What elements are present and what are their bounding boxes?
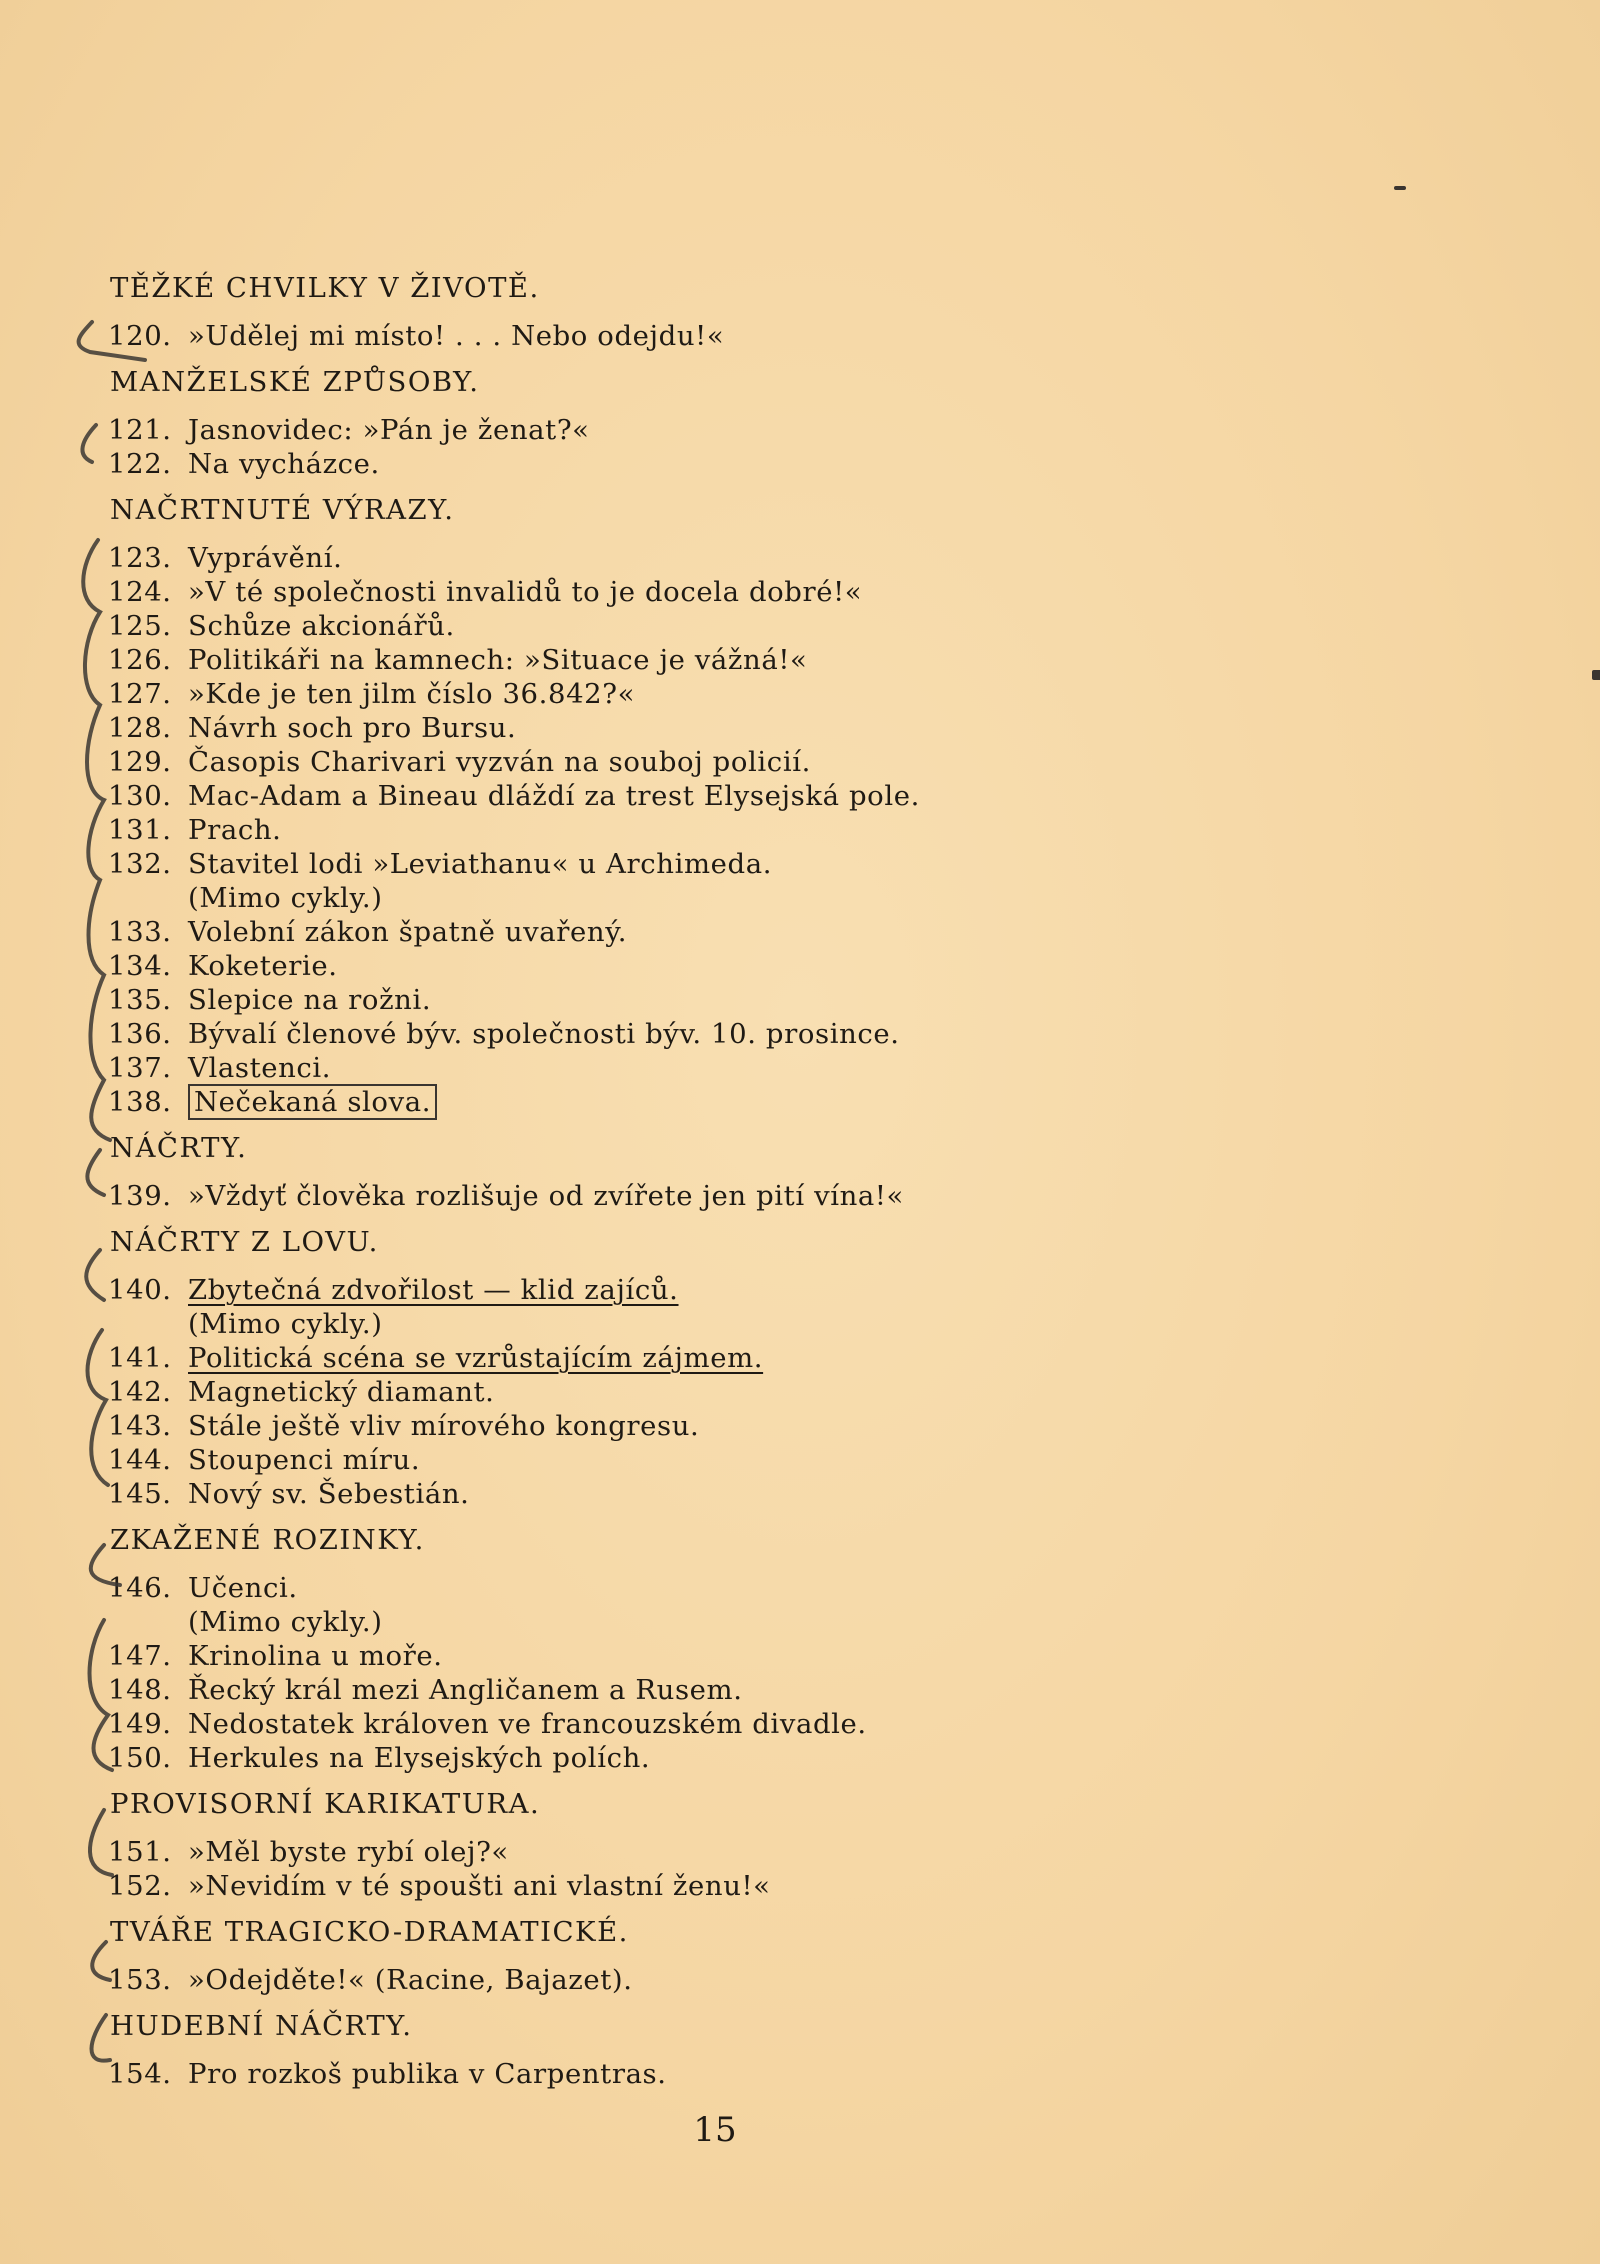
item-number: 151. xyxy=(108,1836,172,1868)
item-number: 124. xyxy=(108,576,172,608)
list-item xyxy=(108,541,1108,575)
item-number: 123. xyxy=(108,542,172,574)
item-title: »Udělej mi místo! . . . Nebo odejdu!« xyxy=(188,320,725,352)
list-item xyxy=(108,813,1108,847)
section-heading: PROVISORNÍ KARIKATURA. xyxy=(110,1788,541,1820)
list-item xyxy=(108,1409,1108,1443)
list-item xyxy=(108,413,1108,447)
item-number: 138. xyxy=(108,1086,172,1118)
table-of-contents xyxy=(108,271,1108,2103)
list-item xyxy=(108,1639,1108,1673)
list-item xyxy=(108,1051,1108,1085)
item-number: 132. xyxy=(108,848,172,880)
item-title: Řecký král mezi Angličanem a Rusem. xyxy=(188,1674,743,1706)
item-number: 154. xyxy=(108,2058,172,2090)
section-spacer xyxy=(108,1997,1108,2009)
list-item xyxy=(108,609,1108,643)
item-title: Zbytečná zdvořilost — klid zajíců. xyxy=(188,1274,679,1306)
item-title: Vlastenci. xyxy=(188,1052,332,1084)
item-title: Politikáři na kamnech: »Situace je vážná!« xyxy=(188,644,808,676)
section-spacer xyxy=(108,1775,1108,1787)
list-item xyxy=(108,1741,1108,1775)
edge-mark xyxy=(1592,670,1600,680)
item-number: 120. xyxy=(108,320,172,352)
section-heading: NÁČRTY. xyxy=(110,1132,248,1164)
list-item xyxy=(108,2057,1108,2091)
item-number: 136. xyxy=(108,1018,172,1050)
section-heading: TVÁŘE TRAGICKO-DRAMATICKÉ. xyxy=(110,1916,629,1948)
item-title: »V té společnosti invalidů to je docela dobré!« xyxy=(188,576,863,608)
item-number: 147. xyxy=(108,1640,172,1672)
item-number: 137. xyxy=(108,1052,172,1084)
edge-mark xyxy=(1394,186,1406,190)
item-title: Magnetický diamant. xyxy=(188,1376,495,1408)
item-number: 135. xyxy=(108,984,172,1016)
item-title: Návrh soch pro Bursu. xyxy=(188,712,517,744)
list-item xyxy=(108,745,1108,779)
list-item xyxy=(108,1477,1108,1511)
pencil-check-mark xyxy=(82,425,96,462)
item-title: Na vycházce. xyxy=(188,448,380,480)
list-item xyxy=(108,1963,1108,1997)
item-title: »Vždyť člověka rozlišuje od zvířete jen pití vína!« xyxy=(188,1180,904,1212)
item-note: (Mimo cykly.) xyxy=(188,1308,383,1340)
list-item xyxy=(108,915,1108,949)
item-number: 144. xyxy=(108,1444,172,1476)
list-item xyxy=(108,1869,1108,1903)
section-spacer xyxy=(108,1213,1108,1225)
list-item xyxy=(108,1571,1108,1605)
item-number: 139. xyxy=(108,1180,172,1212)
pencil-check-mark xyxy=(83,540,110,1140)
list-item xyxy=(108,1273,1108,1307)
item-number: 141. xyxy=(108,1342,172,1374)
list-item xyxy=(108,1085,1108,1119)
item-number: 134. xyxy=(108,950,172,982)
section-heading: ZKAŽENÉ ROZINKY. xyxy=(110,1524,425,1556)
item-title: Časopis Charivari vyzván na souboj policií. xyxy=(188,746,811,778)
list-item xyxy=(108,983,1108,1017)
list-item xyxy=(108,779,1108,813)
item-number: 133. xyxy=(108,916,172,948)
list-item xyxy=(108,447,1108,481)
list-item xyxy=(108,1443,1108,1477)
item-number: 153. xyxy=(108,1964,172,1996)
item-title: »Kde je ten jilm číslo 36.842?« xyxy=(188,678,636,710)
list-item xyxy=(108,1341,1108,1375)
item-number: 148. xyxy=(108,1674,172,1706)
list-item xyxy=(108,1375,1108,1409)
list-item xyxy=(108,1179,1108,1213)
item-title: Učenci. xyxy=(188,1572,298,1604)
section-heading: HUDEBNÍ NÁČRTY. xyxy=(110,2010,413,2042)
section-heading: NAČRTNUTÉ VÝRAZY. xyxy=(110,494,455,526)
item-title: Koketerie. xyxy=(188,950,338,982)
item-title: Pro rozkoš publika v Carpentras. xyxy=(188,2058,667,2090)
item-title: Nový sv. Šebestián. xyxy=(188,1478,470,1510)
list-item xyxy=(108,1835,1108,1869)
item-number: 152. xyxy=(108,1870,172,1902)
item-number: 131. xyxy=(108,814,172,846)
item-title: Volební zákon špatně uvařený. xyxy=(188,916,628,948)
item-number: 145. xyxy=(108,1478,172,1510)
pencil-check-mark xyxy=(88,1330,109,1485)
list-item xyxy=(108,677,1108,711)
item-number: 149. xyxy=(108,1708,172,1740)
item-number: 127. xyxy=(108,678,172,710)
list-item xyxy=(108,575,1108,609)
section-spacer xyxy=(108,353,1108,365)
list-item xyxy=(108,1017,1108,1051)
item-number: 142. xyxy=(108,1376,172,1408)
item-title: »Měl byste rybí olej?« xyxy=(188,1836,509,1868)
item-title: Stále ještě vliv mírového kongresu. xyxy=(188,1410,700,1442)
section-spacer xyxy=(108,1119,1108,1131)
item-title: »Odejděte!« (Racine, Bajazet). xyxy=(188,1964,633,1996)
item-number: 125. xyxy=(108,610,172,642)
item-number: 140. xyxy=(108,1274,172,1306)
list-item xyxy=(108,319,1108,353)
section-heading: MANŽELSKÉ ZPŮSOBY. xyxy=(110,366,480,398)
item-title: Herkules na Elysejských polích. xyxy=(188,1742,651,1774)
list-item xyxy=(108,847,1108,881)
list-item xyxy=(108,643,1108,677)
item-number: 146. xyxy=(108,1572,172,1604)
item-title: Stavitel lodi »Leviathanu« u Archimeda. xyxy=(188,848,773,880)
item-title: Jasnovidec: »Pán je ženat?« xyxy=(188,414,590,446)
section-spacer xyxy=(108,1511,1108,1523)
item-title: Stoupenci míru. xyxy=(188,1444,421,1476)
item-number: 129. xyxy=(108,746,172,778)
item-title: Prach. xyxy=(188,814,282,846)
item-note: (Mimo cykly.) xyxy=(188,882,383,914)
item-number: 126. xyxy=(108,644,172,676)
item-title: Nedostatek královen ve francouzském divadle. xyxy=(188,1708,867,1740)
list-item xyxy=(108,949,1108,983)
page-number: 15 xyxy=(693,2110,737,2150)
item-title: Bývalí členové býv. společnosti býv. 10. prosince. xyxy=(188,1018,900,1050)
item-number: 130. xyxy=(108,780,172,812)
item-title: Nečekaná slova. xyxy=(188,1084,437,1120)
item-title: Vyprávění. xyxy=(188,542,343,574)
list-item xyxy=(108,1673,1108,1707)
item-title: Politická scéna se vzrůstajícím zájmem. xyxy=(188,1342,764,1374)
item-note: (Mimo cykly.) xyxy=(188,1606,383,1638)
pencil-check-mark xyxy=(86,1250,104,1300)
item-title: Mac-Adam a Bineau dláždí za trest Elysejská pole. xyxy=(188,780,920,812)
item-number: 121. xyxy=(108,414,172,446)
item-number: 128. xyxy=(108,712,172,744)
item-title: Schůze akcionářů. xyxy=(188,610,455,642)
item-title: Slepice na rožni. xyxy=(188,984,432,1016)
pencil-check-mark xyxy=(87,1150,104,1195)
section-spacer xyxy=(108,481,1108,493)
item-title: Krinolina u moře. xyxy=(188,1640,443,1672)
section-heading: NÁČRTY Z LOVU. xyxy=(110,1226,379,1258)
section-heading: TĚŽKÉ CHVILKY V ŽIVOTĚ. xyxy=(110,272,540,304)
list-item xyxy=(108,711,1108,745)
item-number: 150. xyxy=(108,1742,172,1774)
item-number: 122. xyxy=(108,448,172,480)
section-spacer xyxy=(108,1903,1108,1915)
list-item xyxy=(108,1707,1108,1741)
item-title: »Nevidím v té spoušti ani vlastní ženu!« xyxy=(188,1870,771,1902)
section-spacer xyxy=(108,2091,1108,2103)
item-number: 143. xyxy=(108,1410,172,1442)
